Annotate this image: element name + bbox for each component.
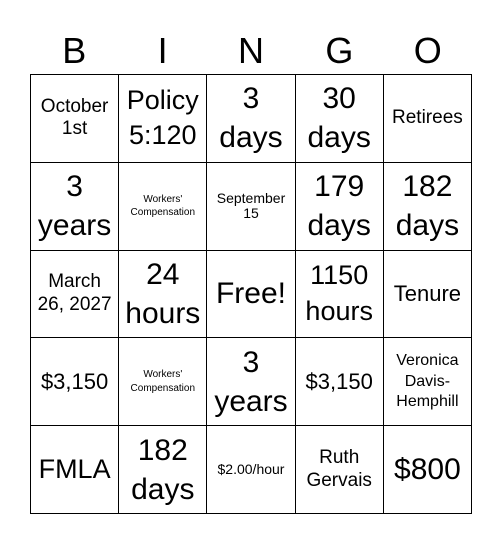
cell-text: 3 years bbox=[214, 345, 288, 418]
bingo-cell-r4-c2[interactable] bbox=[119, 338, 207, 426]
cell-text: September 15 bbox=[216, 189, 286, 222]
bingo-cell-r3-c4[interactable] bbox=[296, 251, 384, 339]
bingo-cell-r5-c5[interactable] bbox=[384, 426, 472, 514]
bingo-cell-r1-c2[interactable] bbox=[119, 75, 207, 163]
cell-text: $800 bbox=[394, 453, 461, 487]
bingo-cell-r4-c3[interactable] bbox=[207, 338, 295, 426]
bingo-cell-r1-c3[interactable] bbox=[207, 75, 295, 163]
cell-text: Workers' Compensation bbox=[130, 193, 196, 219]
cell-text: 179 days bbox=[307, 170, 371, 243]
bingo-cell-r1-c4[interactable] bbox=[296, 75, 384, 163]
bingo-cell-r2-c1[interactable] bbox=[31, 163, 119, 251]
header-letter-g: G bbox=[325, 30, 354, 71]
cell-text: 30 days bbox=[307, 82, 371, 155]
header-letter-n: N bbox=[237, 30, 264, 71]
cell-text: FMLA bbox=[38, 453, 111, 484]
bingo-cell-r4-c4[interactable] bbox=[296, 338, 384, 426]
bingo-header bbox=[30, 28, 472, 74]
bingo-cell-r5-c2[interactable] bbox=[119, 426, 207, 514]
cell-text: $3,150 bbox=[40, 368, 109, 394]
cell-text: 1150 hours bbox=[305, 260, 373, 326]
cell-text: Workers' Compensation bbox=[130, 369, 196, 394]
cell-text: 182 days bbox=[395, 170, 460, 243]
bingo-cell-r3-c2[interactable] bbox=[119, 251, 207, 339]
cell-text: $2.00/hour bbox=[217, 460, 285, 477]
cell-text: Retirees bbox=[392, 107, 463, 128]
bingo-board bbox=[30, 74, 472, 514]
bingo-cell-r5-c3[interactable] bbox=[207, 426, 295, 514]
header-letter-i: I bbox=[157, 30, 168, 71]
bingo-cell-r1-c1[interactable] bbox=[31, 75, 119, 163]
cell-text: Free! bbox=[215, 277, 286, 311]
bingo-cell-r1-c5[interactable] bbox=[384, 75, 472, 163]
cell-text: March 26, 2027 bbox=[37, 271, 112, 315]
cell-text: Veronica Davis-Hemphill bbox=[396, 352, 459, 411]
bingo-cell-r2-c4[interactable] bbox=[296, 163, 384, 251]
bingo-cell-r3-c5[interactable] bbox=[384, 251, 472, 339]
bingo-cell-r4-c5[interactable] bbox=[384, 338, 472, 426]
cell-text: 182 days bbox=[131, 433, 195, 506]
cell-text: 24 hours bbox=[125, 257, 201, 330]
cell-text: Ruth Gervais bbox=[306, 446, 372, 491]
header-letter-o: O bbox=[413, 30, 442, 71]
bingo-cell-r5-c1[interactable] bbox=[31, 426, 119, 514]
bingo-cell-r2-c3[interactable] bbox=[207, 163, 295, 251]
cell-text: 3 days bbox=[219, 82, 283, 155]
cell-text: $3,150 bbox=[305, 368, 373, 394]
bingo-cell-r4-c1[interactable] bbox=[31, 338, 119, 426]
cell-text: 3 years bbox=[37, 170, 112, 243]
bingo-cell-r3-c1[interactable] bbox=[31, 251, 119, 339]
cell-text: Tenure bbox=[393, 281, 462, 307]
cell-text: Policy 5:120 bbox=[126, 84, 199, 151]
bingo-cell-r2-c5[interactable] bbox=[384, 163, 472, 251]
bingo-cell-r5-c4[interactable] bbox=[296, 426, 384, 514]
cell-text: October 1st bbox=[40, 95, 109, 140]
bingo-free-space[interactable] bbox=[207, 251, 295, 339]
header-letter-b: B bbox=[62, 30, 87, 71]
bingo-cell-r2-c2[interactable] bbox=[119, 163, 207, 251]
